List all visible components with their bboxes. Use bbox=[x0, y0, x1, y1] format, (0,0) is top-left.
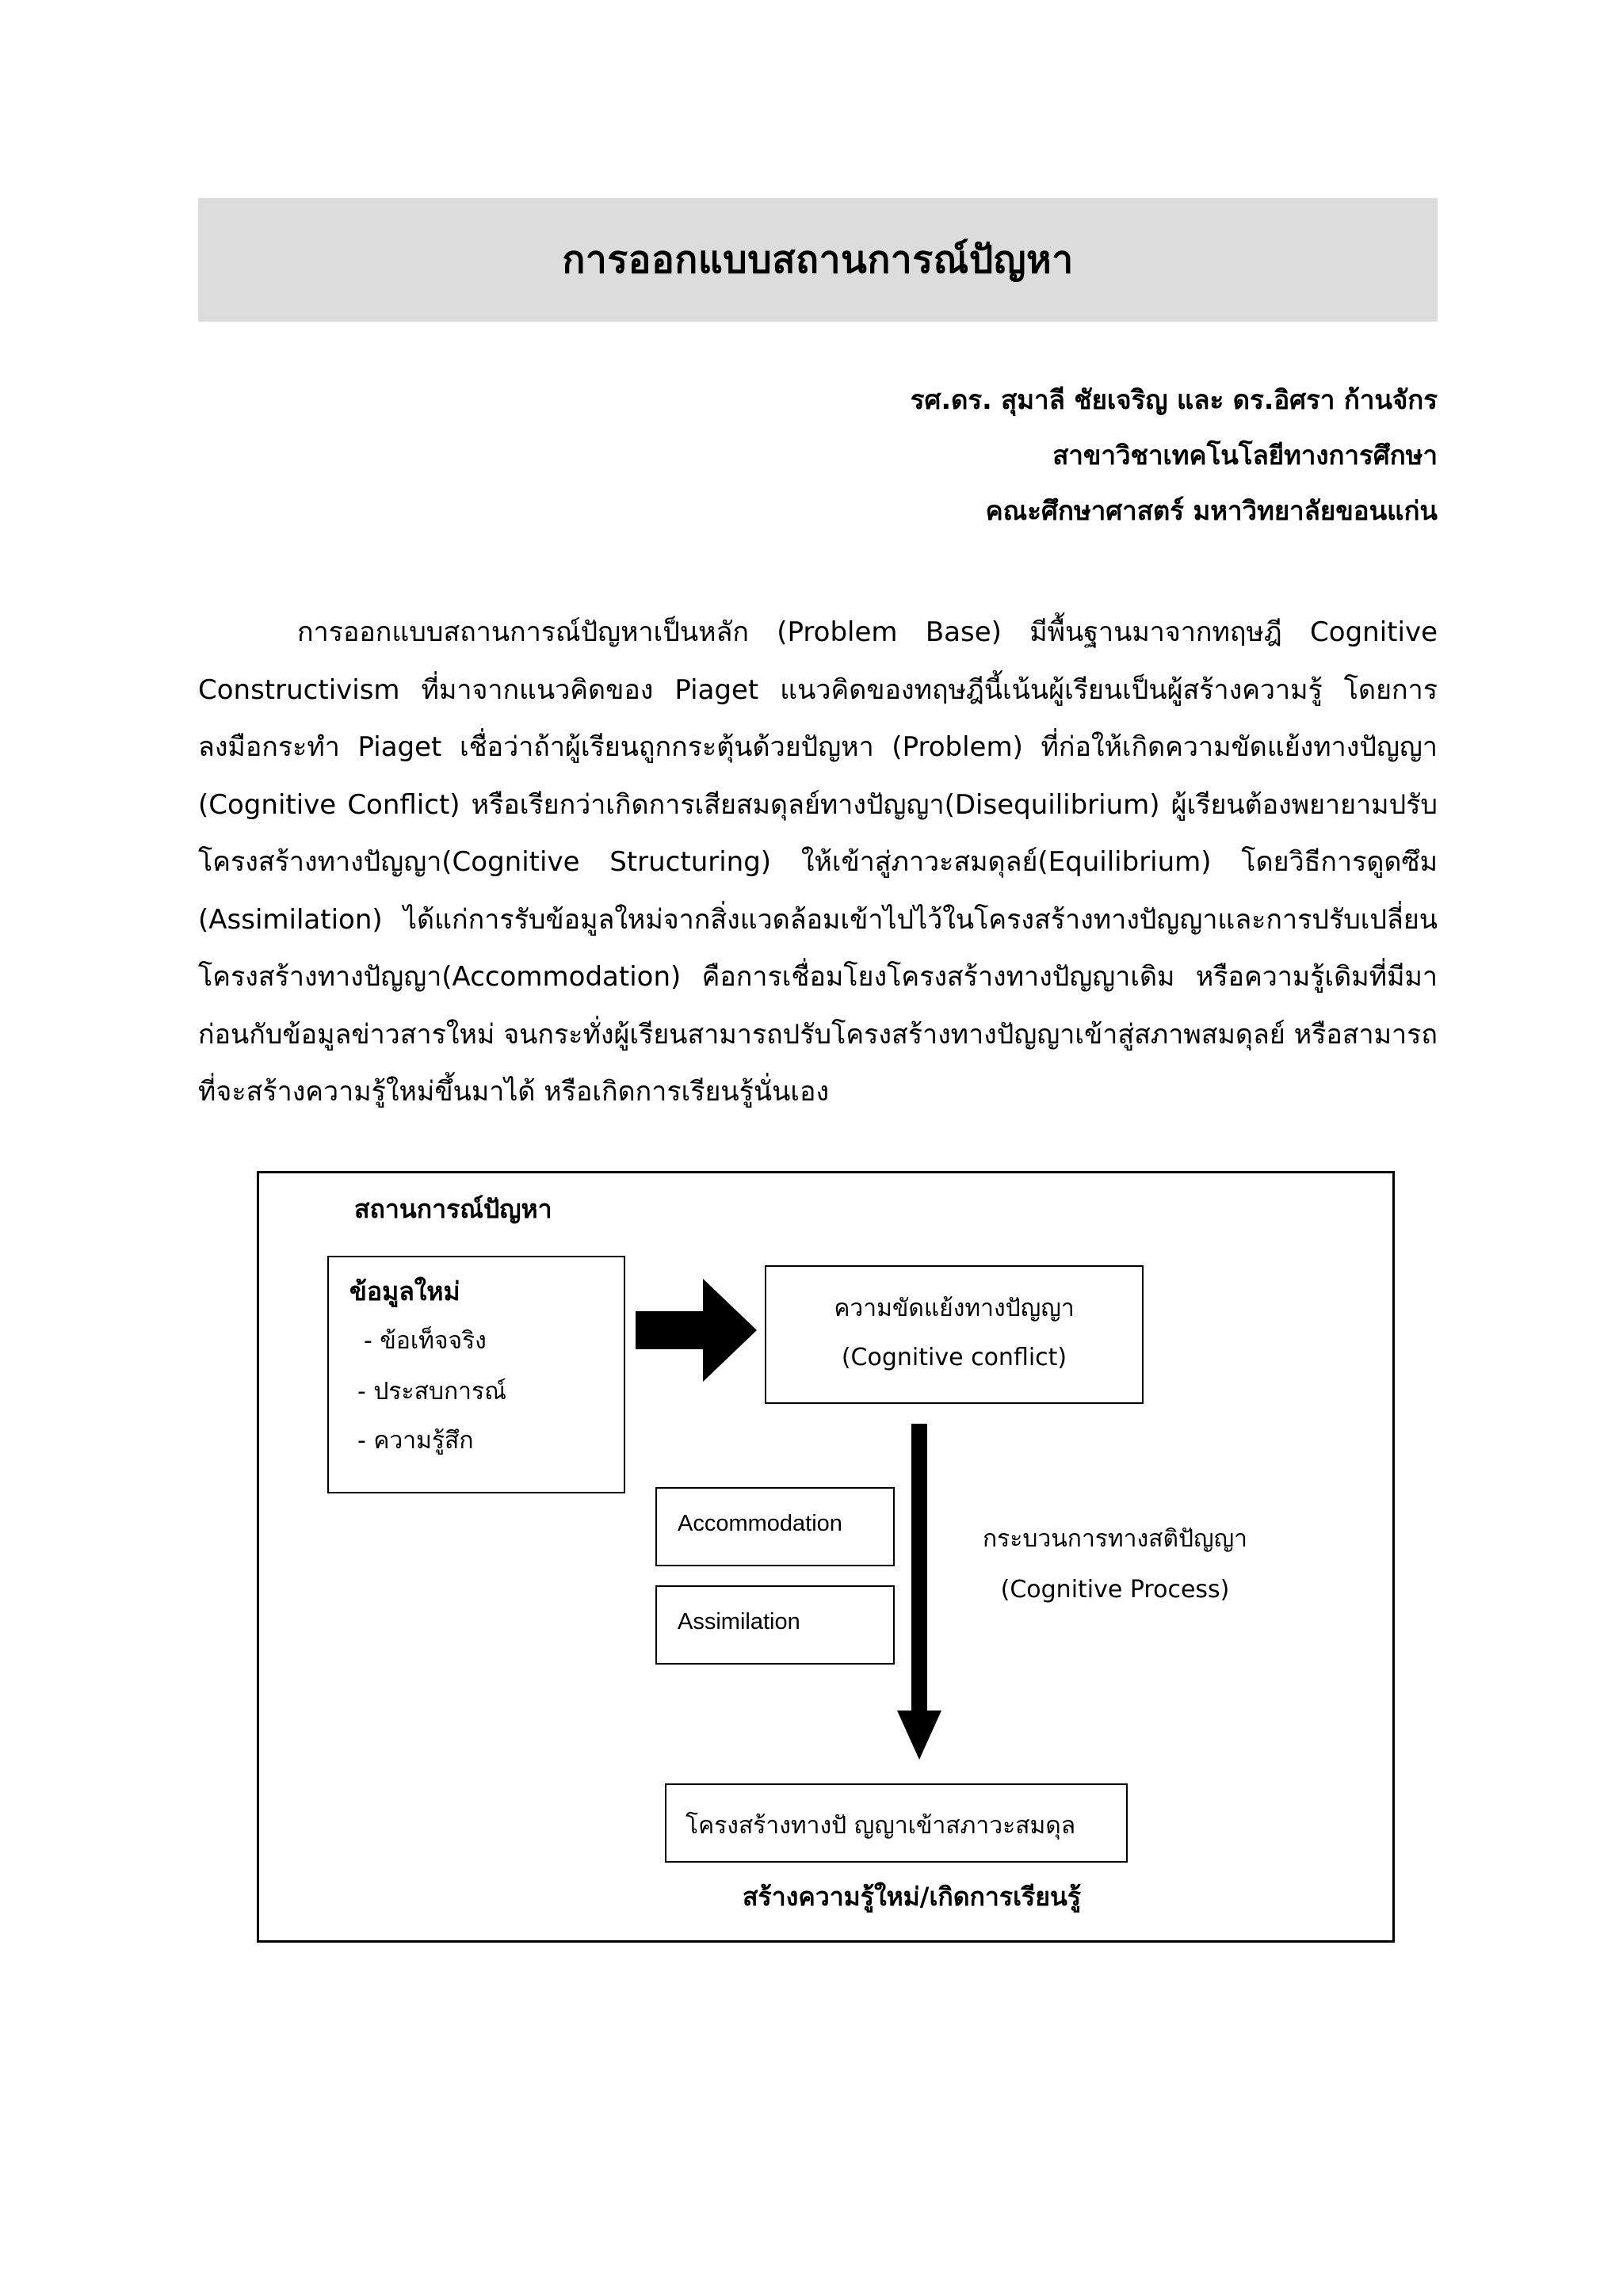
process-label-thai: กระบวนการทางสติปัญญา bbox=[983, 1525, 1247, 1553]
author-names: รศ.ดร. สุมาลี ชัยเจริญ และ ดร.อิศรา ก้านจักร bbox=[910, 384, 1438, 415]
right-arrow-icon bbox=[636, 1279, 757, 1382]
body-paragraph-container bbox=[198, 604, 1438, 1121]
body-paragraph: การออกแบบสถานการณ์ปัญหาเป็นหลัก (Problem Base) มีพื้นฐานมาจากทฤษฎี Cognitive Constructivism ที่มาจากแนวคิดของ Piaget แนวคิดของทฤษฎีนี้เน้นผู้เรียนเป็นผู้สร้างความรู้ โดยการลงมือกระทำ Piaget เชื่อว่าถ้าผู้เรียนถูกกระตุ้นด้วยปัญหา (Problem) ที่ก่อให้เกิดความขัดแย้งทางปัญญา (Cognitive Conflict) หรือเรียกว่าเกิดการเสียสมดุลย์ทางปัญญา(Disequilibrium) ผู้เรียนต้องพยายามปรับโครงสร้างทางปัญญา(Cognitive Structuring) ให้เข้าสู่ภาวะสมดุลย์(Equilibrium) โดยวิธีการดูดซึม (Assimilation) ได้แก่การรับข้อมูลใหม่จากสิ่งแวดล้อมเข้าไปไว้ในโครงสร้างทางปัญญาและการปรับเปลี่ยนโครงสร้างทางปัญญา(Accommodation) คือการเชื่อมโยงโครงสร้างทางปัญญาเดิม หรือความรู้เดิมที่มีมาก่อนกับข้อมูลข่าวสารใหม่ จนกระทั่งผู้เรียนสามารถปรับโครงสร้างทางปัญญาเข้าสู่สภาพสมดุลย์ หรือสามารถที่จะสร้างความรู้ใหม่ขึ้นมาได้ หรือเกิดการเรียนรู้นั่นเอง bbox=[198, 616, 1438, 1108]
assimilation-box bbox=[655, 1585, 895, 1665]
new-info-item-facts: - ข้อเท็จจริง bbox=[364, 1327, 487, 1355]
cognitive-process-label bbox=[964, 1514, 1266, 1615]
down-arrow-head-icon bbox=[897, 1711, 941, 1760]
assimilation-label: Assimilation bbox=[678, 1609, 800, 1634]
conflict-label-english: (Cognitive conflict) bbox=[841, 1344, 1067, 1371]
new-info-heading: ข้อมูลใหม่ bbox=[349, 1276, 460, 1306]
diagram-footer: สร้างความรู้ใหม่/เกิดการเรียนรู้ bbox=[743, 1882, 1081, 1912]
process-label-english: (Cognitive Process) bbox=[1000, 1576, 1230, 1604]
cognitive-conflict-box bbox=[765, 1265, 1144, 1404]
down-arrow-shaft-icon bbox=[911, 1424, 927, 1717]
problem-situation-diagram bbox=[257, 1171, 1395, 1943]
diagram-title: สถานการณ์ปัญหา bbox=[354, 1194, 552, 1224]
title-banner bbox=[198, 198, 1438, 322]
accommodation-box bbox=[655, 1487, 895, 1566]
new-info-box bbox=[327, 1256, 625, 1493]
accommodation-label: Accommodation bbox=[678, 1511, 842, 1536]
page-title: การออกแบบสถานการณ์ปัญหา bbox=[562, 238, 1074, 282]
equilibrium-label: โครงสร้างทางปั ญญาเข้าสภาวะสมดุล bbox=[685, 1812, 1076, 1840]
conflict-label-thai: ความขัดแย้งทางปัญญา bbox=[834, 1295, 1075, 1322]
author-faculty: คณะศึกษาศาสตร์ มหาวิทยาลัยขอนแก่น bbox=[985, 495, 1438, 526]
new-info-item-experience: - ประสบการณ์ bbox=[357, 1378, 506, 1405]
author-block bbox=[407, 372, 1438, 539]
author-department: สาขาวิชาเทคโนโลยีทางการศึกษา bbox=[1052, 440, 1438, 471]
equilibrium-box bbox=[665, 1783, 1128, 1863]
new-info-item-feelings: - ความรู้สึก bbox=[357, 1427, 474, 1455]
